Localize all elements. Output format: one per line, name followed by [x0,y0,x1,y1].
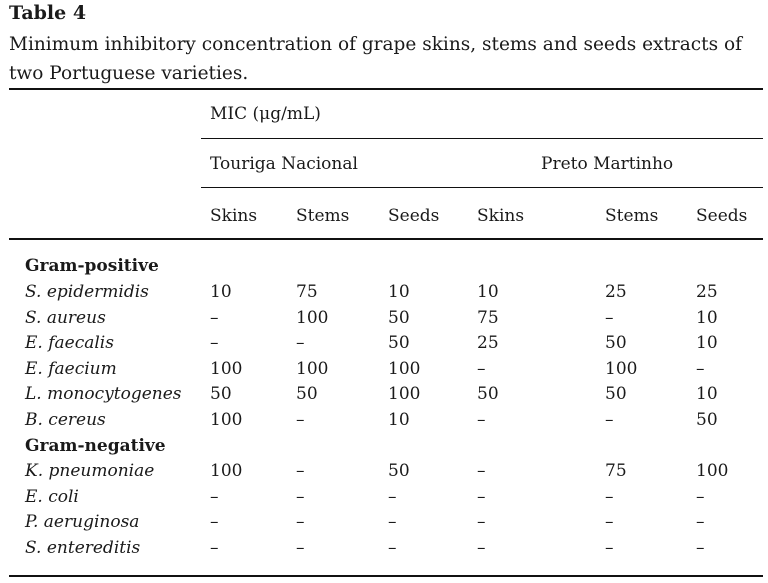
table-row [0,512,768,536]
mic-value: 100 [210,358,243,379]
table-row [0,538,768,562]
mic-value: 100 [696,461,729,481]
mic-value: 50 [210,384,232,405]
mic-value: 100 [210,410,243,430]
top-rule [9,88,763,90]
mic-value: – [296,461,305,481]
mic-value: 10 [388,282,410,302]
table-row [0,410,768,434]
mic-value: – [210,307,219,328]
mic-underline [201,138,763,139]
mic-value: – [477,358,486,379]
mic-value: 50 [477,384,499,405]
header-col-5: Seeds [696,206,748,226]
mic-value: – [477,410,486,430]
mic-value: 100 [210,461,243,481]
mic-value: – [605,410,614,430]
mic-value: 10 [388,410,410,430]
mic-value: – [210,333,219,354]
mic-value: 25 [605,282,627,302]
header-col-3: Skins [477,206,525,226]
mic-value: 75 [477,307,499,328]
mic-value: 50 [696,410,718,430]
mic-value: 100 [296,307,329,328]
mic-value: – [696,537,705,558]
mic-value: – [477,537,486,558]
table-row [0,487,768,511]
header-rule [9,238,763,240]
mic-value: – [296,486,305,507]
header-mic: MIC (μg/mL) [210,104,321,124]
header-variety-preto: Preto Martinho [541,154,674,174]
mic-value: – [296,512,305,533]
mic-value: 50 [605,333,627,354]
mic-value: 50 [388,333,410,354]
species-name: S. epidermidis [25,282,149,302]
mic-value: – [296,537,305,558]
mic-value: – [605,307,614,328]
variety-underline [201,187,763,188]
species-name: E. faecalis [25,333,114,354]
header-variety-touriga: Touriga Nacional [210,154,358,174]
table-row [0,333,768,357]
table-title: Table 4 [9,2,87,24]
header-col-1: Stems [296,206,350,226]
section-header: Gram-positive [25,256,159,276]
header-col-0: Skins [210,206,258,226]
table-row [0,359,768,383]
mic-value: 75 [605,461,627,481]
mic-value: 25 [696,282,718,302]
bottom-rule [9,575,763,577]
mic-value: 10 [696,307,718,328]
mic-value: 100 [388,384,421,405]
mic-value: 100 [388,358,421,379]
species-name: B. cereus [25,410,106,430]
mic-value: 50 [388,307,410,328]
mic-value: – [477,512,486,533]
species-name: P. aeruginosa [25,512,140,533]
mic-value: – [477,486,486,507]
mic-value: – [388,512,397,533]
mic-value: – [210,512,219,533]
mic-value: – [210,537,219,558]
mic-value: – [605,486,614,507]
mic-value: – [477,461,486,481]
species-name: L. monocytogenes [25,384,182,405]
species-name: E. faecium [25,358,117,379]
mic-value: – [696,358,705,379]
mic-value: 25 [477,333,499,354]
mic-value: – [296,333,305,354]
table-row [0,308,768,332]
section-header: Gram-negative [25,436,166,456]
table-row [0,461,768,485]
mic-value: 100 [296,358,329,379]
species-name: E. coli [25,486,79,507]
mic-value: – [296,410,305,430]
mic-value: 75 [296,282,318,302]
mic-value: 50 [388,461,410,481]
mic-value: – [696,486,705,507]
mic-value: – [605,537,614,558]
mic-value: 50 [296,384,318,405]
mic-value: – [210,486,219,507]
mic-value: 50 [605,384,627,405]
mic-value: 10 [210,282,232,302]
species-name: S. aureus [25,307,106,328]
mic-value: 100 [605,358,638,379]
mic-value: – [388,486,397,507]
mic-value: – [388,537,397,558]
mic-value: 10 [696,333,718,354]
mic-value: 10 [477,282,499,302]
species-name: K. pneumoniae [25,461,155,481]
table-caption: Minimum inhibitory concentration of grape skins, stems and seeds extracts of two Portuguese varieties. [9,34,742,84]
mic-value: – [696,512,705,533]
header-col-4: Stems [605,206,659,226]
header-col-2: Seeds [388,206,440,226]
table-row [0,384,768,408]
table-row [0,282,768,306]
species-name: S. entereditis [25,537,141,558]
mic-value: 10 [696,384,718,405]
mic-value: – [605,512,614,533]
